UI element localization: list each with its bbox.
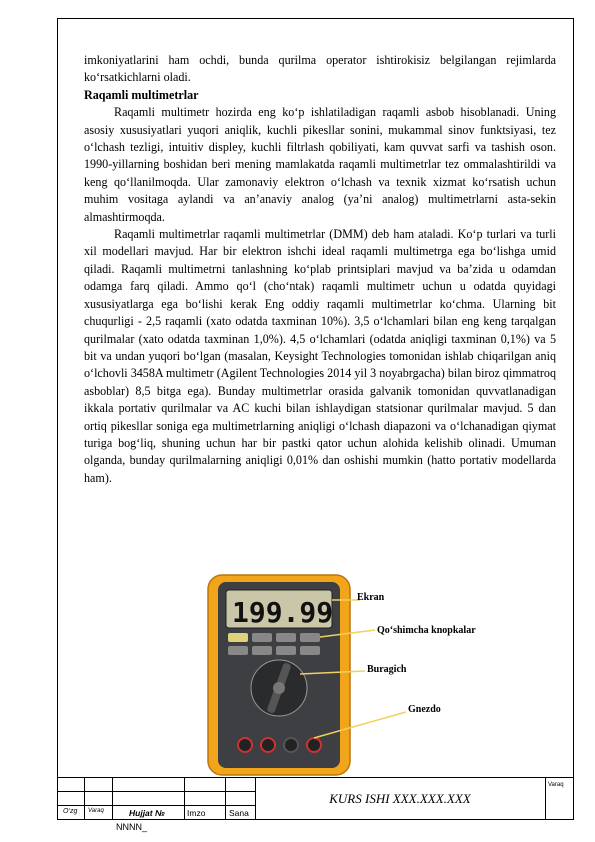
document-number: NNNN_ <box>116 822 148 832</box>
section-heading: Raqamli multimetrlar <box>84 87 199 102</box>
label-buragich: Buragich <box>367 664 407 675</box>
imzo-label: Imzo <box>187 808 206 818</box>
label-ekran: Ekran <box>357 592 385 603</box>
paragraph-1: Raqamli multimetr hozirda eng ko‘p ishlatiladigan raqamli asbob hisoblanadi. Uning asosiy xususiyatlari yuqori aniqlik, kuchli pikesllar sonini, mukammal sinov funktsiyasi, tez o‘lchash tezligi, intuitiv displey, kuchli filtrlash qobiliyati, kam quvvat sarfi va tashish oson. 1990-yillarning boshidan beri mening mamlakatda raqamli multimetrlar tez ommalashtirildi va keng qo‘llanilmoqda. Ular zamonaviy elektron o‘lchash va texnik xizmat ko‘rsatish uchun muhim vositaga aylandi va an’anaviy analog (ya’ni analog) multimetrlarni asta-sekin almashtirmoqda. <box>84 105 556 224</box>
body-text <box>84 52 556 487</box>
title-block <box>57 777 574 820</box>
multimeter-figure <box>200 570 500 780</box>
multimeter-illustration <box>200 570 500 780</box>
ozg-label: O‘zg <box>63 808 78 815</box>
varaq-label: Varaq <box>548 782 564 788</box>
varaq-col-label: Varaq <box>88 808 104 814</box>
label-knopkalar: Qo‘shimcha knopkalar <box>377 625 476 636</box>
paragraph-2: Raqamli multimetrlar raqamli multimetrlar (DMM) deb ham ataladi. Ko‘p turlari va turli xil modellari mavjud. Har bir elektron ishchi ideal raqamli multimetrga ega bo‘lishga umid qiladi. Raqamli multimetrni tanlashning ko‘plab printsiplari mavjud va ba’zida u odamdan odamga farq qiladi. Ammo qo‘l (cho‘ntak) raqamli multimetr uchun u odatda quyidagi xususiyatlarga ega bo‘lishi kerak Eng oddiy raqamli multimetrlar ko‘chma. Ularning bit chuqurligi - 2,5 raqamli (xato odatda taxminan 10%). 3,5 o‘lchamlari bilan eng keng tarqalgan qurilmalar (xato odatda taxminan 1,0%). 4,5 o‘lchamlari (odatda aniqligi taxminan 0,1%) va 5 bit va undan yuqori bo‘lgan (masalan, Keysight Technologies tomonidan ishlab chiqarilgan aniq o‘lchovli 3458A multimetr (Agilent Technologies 2014 yil 3 noyabrgacha) bilan biroz qimmatroq asboblar) 8,5 bitga ega). Bunday multimetrlar orasida galvanik tomonidan quvvatlanadigan ikkala portativ qurilmalar va AC kuchi bilan ishlaydigan statsionar qurilmalar mavjud. 5 dan ortiq pikesllar soniga ega multimetrlarning aniqligi o‘lchash diapazoni va o‘lchanadigan qiymat turiga bog‘liq, shuning uchun har bir pastki qator uchun alohida kelishib olinadi. Umuman olganda, bunday qurilmalarning aniqligi 0,01% dan oshishi mumkin (hatto portativ modellarda ham). <box>84 227 556 485</box>
document-title: KURS ISHI XXX.XXX.XXX <box>329 790 471 806</box>
paragraph-intro: imkoniyatlarini ham ochdi, bunda qurilma operator ishtirokisiz belgilangan rejimlarda ko‘rsatkichlarni oladi. <box>84 53 556 85</box>
hujjat-label: Hujjat № <box>129 808 165 818</box>
label-gnezdo: Gnezdo <box>408 704 441 715</box>
sana-label: Sana <box>229 808 249 818</box>
display-reading: 199.99 <box>232 596 334 629</box>
